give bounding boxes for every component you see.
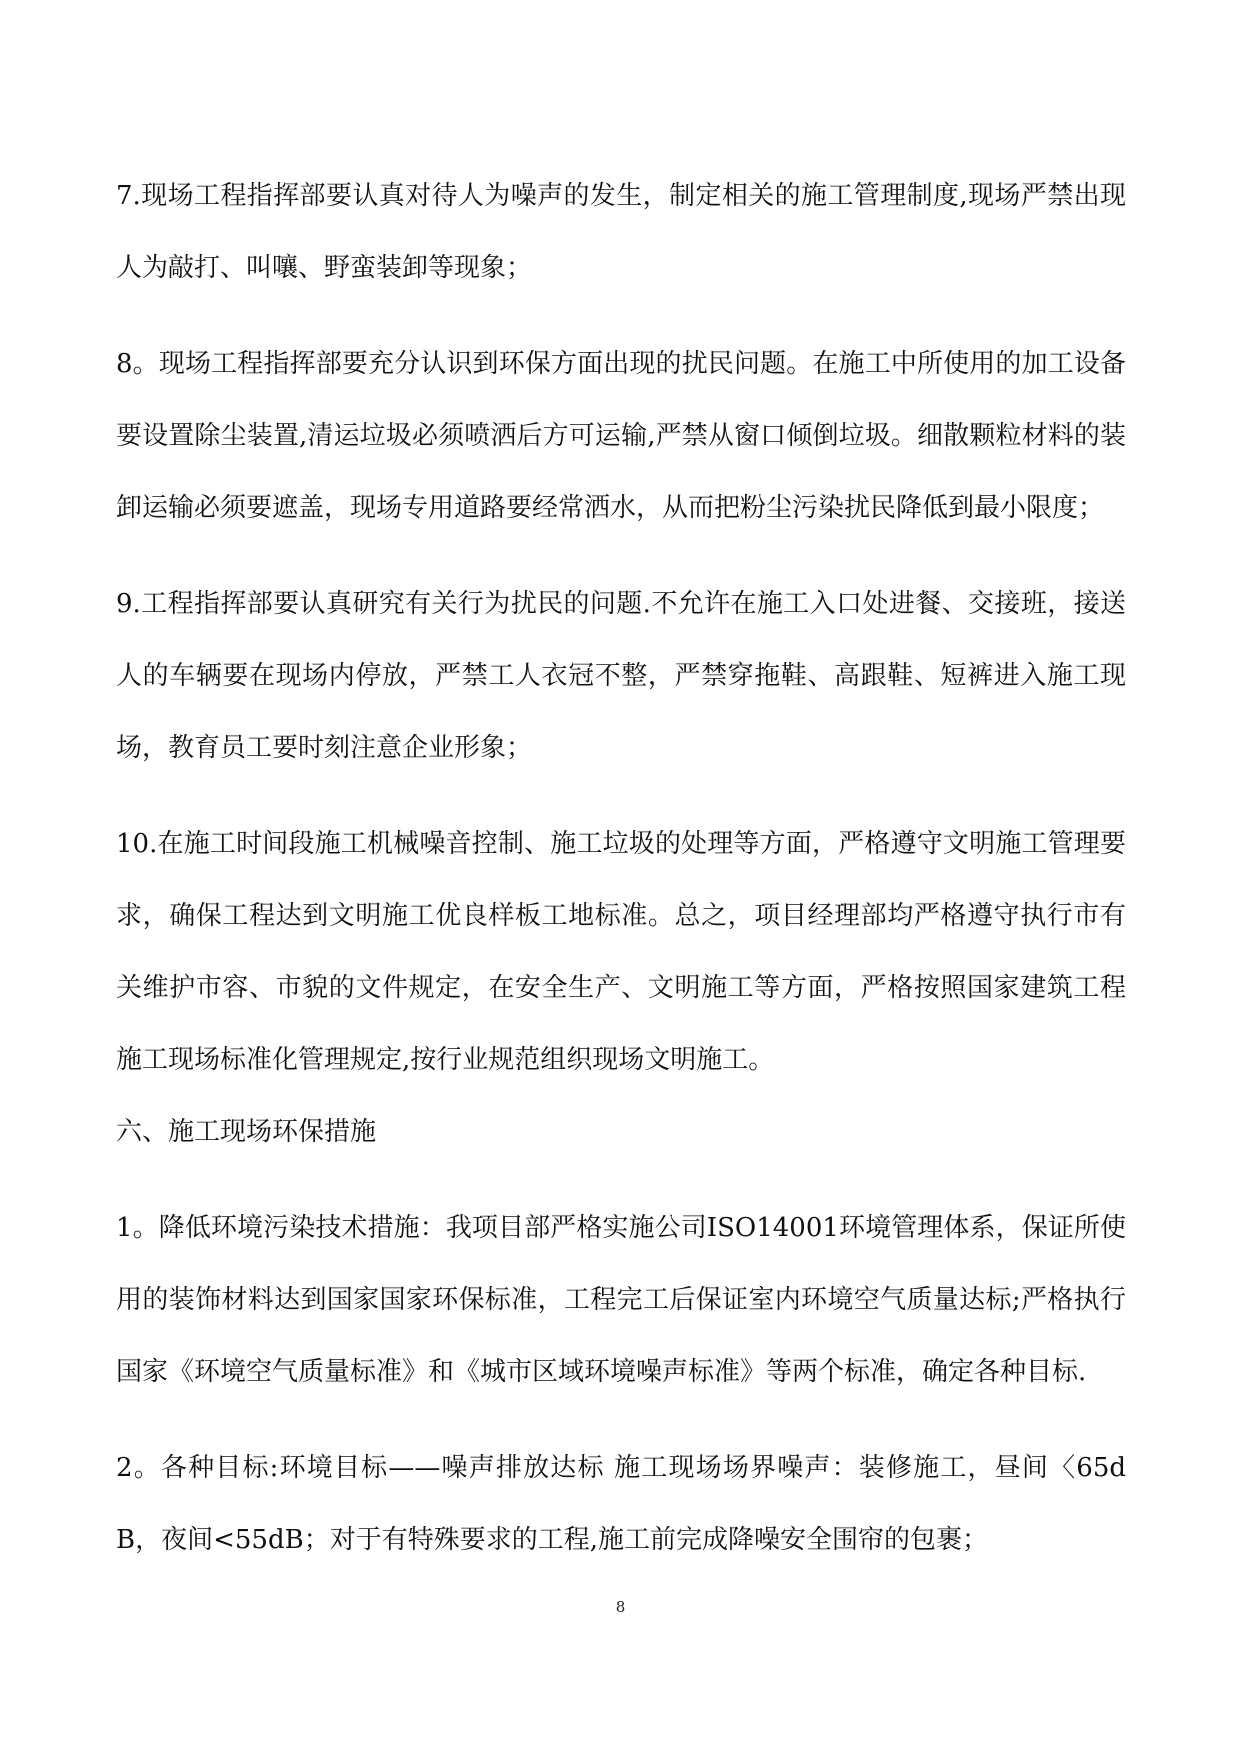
page-number: 8 [615, 1598, 626, 1616]
paragraph-item-10: 10.在施工时间段施工机械噪音控制、施工垃圾的处理等方面，严格遵守文明施工管理要求，确保工程达到文明施工优良样板工地标准。总之，项目经理部均严格遵守执行市有关维护市容、市貌的文件规定，在安全生产、文明施工等方面，严格按照国家建筑工程施工现场标准化管理规定,按行业规范组织现场文明施工。 [116, 829, 1126, 1075]
section-heading: 六、施工现场环保措施 [116, 1117, 377, 1147]
paragraph-environment-measures-2: 2。各种目标:环境目标——噪声排放达标 施工现场场界噪声：装修施工，昼间〈65dB，夜间<55dB；对于有特殊要求的工程,施工前完成降噪安全围帘的包裹； [116, 1453, 1126, 1555]
paragraph-item-7: 7.现场工程指挥部要认真对待人为噪声的发生，制定相关的施工管理制度,现场严禁出现人为敲打、叫嚷、野蛮装卸等现象； [116, 181, 1126, 283]
paragraph-item-9: 9.工程指挥部要认真研究有关行为扰民的问题.不允许在施工入口处进餐、交接班，接送人的车辆要在现场内停放，严禁工人衣冠不整，严禁穿拖鞋、高跟鞋、短裤进入施工现场，教育员工要时刻注意企业形象； [116, 589, 1126, 763]
paragraph-item-8: 8。现场工程指挥部要充分认识到环保方面出现的扰民问题。在施工中所使用的加工设备要设置除尘装置,清运垃圾必须喷洒后方可运输,严禁从窗口倾倒垃圾。细散颗粒材料的装卸运输必须要遮盖，现场专用道路要经常洒水，从而把粉尘污染扰民降低到最小限度； [116, 349, 1126, 523]
page-content [116, 160, 1126, 1576]
paragraph-environment-measures-1: 1。降低环境污染技术措施：我项目部严格实施公司ISO14001环境管理体系，保证所使用的装饰材料达到国家国家环保标准，工程完工后保证室内环境空气质量达标;严格执行国家《环境空气质量标准》和《城市区域环境噪声标准》等两个标准，确定各种目标. [116, 1213, 1126, 1387]
